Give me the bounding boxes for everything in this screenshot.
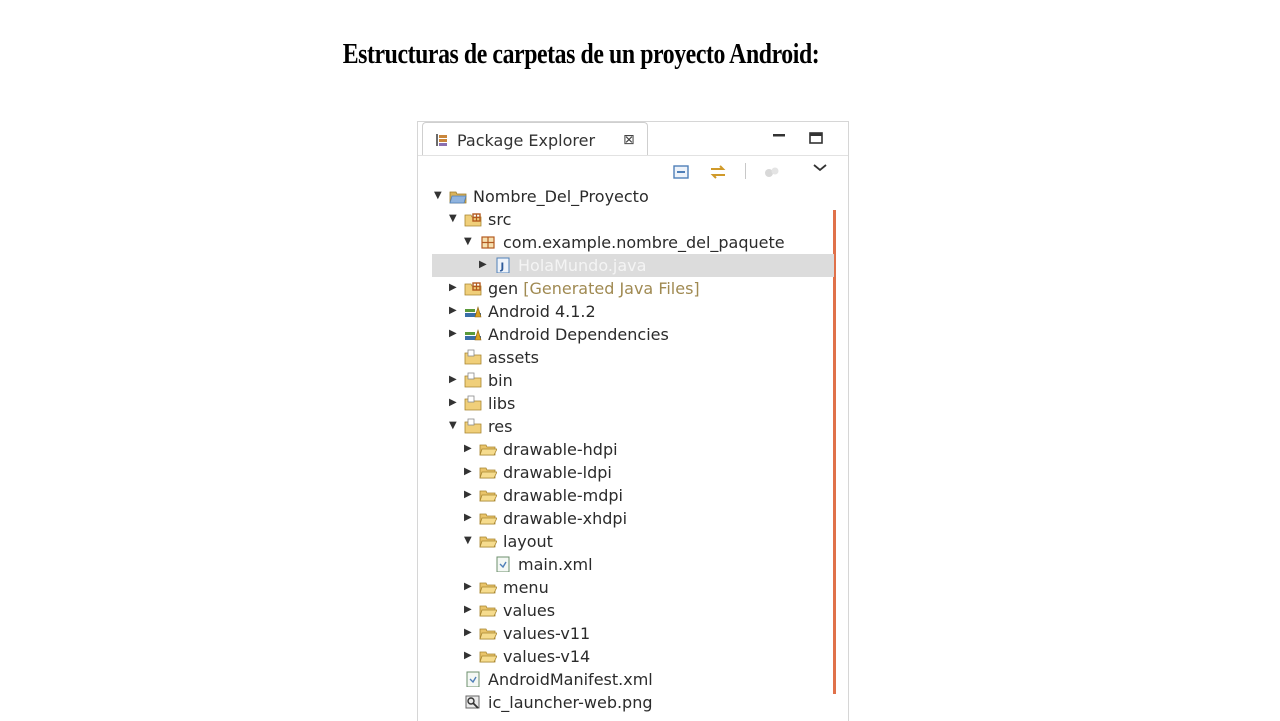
- tree-row[interactable]: [432, 599, 834, 622]
- tree-row[interactable]: [432, 622, 834, 645]
- open-folder-icon: [479, 510, 497, 526]
- toolbar-separator: [745, 163, 746, 179]
- minimize-icon[interactable]: [771, 130, 787, 146]
- tree-row[interactable]: [432, 645, 834, 668]
- tree-row[interactable]: [432, 300, 834, 323]
- focus-on-task-icon[interactable]: [762, 162, 782, 182]
- folder-icon: [464, 418, 482, 434]
- open-folder-icon: [479, 533, 497, 549]
- collapse-arrow-icon[interactable]: ▶: [479, 259, 487, 270]
- collapse-arrow-icon[interactable]: ▶: [464, 466, 472, 477]
- package-explorer-panel: [417, 121, 849, 721]
- collapse-arrow-icon[interactable]: ▶: [464, 489, 472, 500]
- collapse-arrow-icon[interactable]: ▶: [449, 282, 457, 293]
- tree-row[interactable]: [432, 208, 834, 231]
- expand-arrow-icon[interactable]: ▼: [464, 535, 472, 546]
- svg-text:J: J: [500, 261, 505, 273]
- tree-row[interactable]: [432, 576, 834, 599]
- open-folder-icon: [479, 579, 497, 595]
- tree-item-label: drawable-ldpi: [503, 463, 612, 482]
- tree-item-label: values: [503, 601, 556, 620]
- source-folder-icon: [464, 211, 482, 227]
- tree-item-label: Nombre_Del_Proyecto: [473, 187, 649, 206]
- tree-row[interactable]: [432, 323, 834, 346]
- tree-item-label: drawable-hdpi: [503, 440, 618, 459]
- project-folder-icon: [449, 188, 467, 204]
- collapse-arrow-icon[interactable]: ▶: [464, 581, 472, 592]
- image-file-icon: [464, 694, 482, 710]
- tree-item-label: bin: [488, 371, 513, 390]
- tree-item-label: AndroidManifest.xml: [488, 670, 653, 689]
- tree-item-label: libs: [488, 394, 516, 413]
- tree-item-label: HolaMundo.java: [518, 256, 647, 275]
- xml-file-icon: [464, 671, 482, 687]
- tree-row[interactable]: [432, 668, 834, 691]
- tree-item-label: src: [488, 210, 512, 229]
- tree-item-label: gen [Generated Java Files]: [488, 279, 700, 298]
- collapse-arrow-icon[interactable]: ▶: [464, 650, 472, 661]
- tree-item-label: main.xml: [518, 555, 593, 574]
- close-tab-icon[interactable]: ⊠: [623, 132, 635, 148]
- link-with-editor-icon[interactable]: [708, 162, 728, 182]
- open-folder-icon: [479, 625, 497, 641]
- tree-row[interactable]: [432, 438, 834, 461]
- open-folder-icon: [479, 602, 497, 618]
- tree-item-decoration: [Generated Java Files]: [518, 279, 700, 298]
- tree-row[interactable]: [432, 461, 834, 484]
- view-menu-icon[interactable]: [810, 159, 830, 179]
- tree-item-label: res: [488, 417, 513, 436]
- source-folder-icon: [464, 280, 482, 296]
- tree-row[interactable]: [432, 231, 834, 254]
- open-folder-icon: [479, 648, 497, 664]
- package-icon: [479, 234, 497, 250]
- tree-row[interactable]: [432, 346, 834, 369]
- tree-row[interactable]: [432, 530, 834, 553]
- open-folder-icon: [479, 487, 497, 503]
- tree-item-label: values-v14: [503, 647, 591, 666]
- maximize-icon[interactable]: [808, 130, 824, 146]
- tree-item-label: Android Dependencies: [488, 325, 669, 344]
- open-folder-icon: [479, 441, 497, 457]
- folder-icon: [464, 349, 482, 365]
- tree-row[interactable]: [432, 369, 834, 392]
- collapse-arrow-icon[interactable]: ▶: [464, 443, 472, 454]
- tree-item-label: drawable-mdpi: [503, 486, 623, 505]
- tab-package-explorer[interactable]: [422, 122, 648, 156]
- expand-arrow-icon[interactable]: ▼: [464, 236, 472, 247]
- tree-row[interactable]: [432, 415, 834, 438]
- collapse-all-icon[interactable]: [672, 162, 692, 182]
- tree-item-label: Android 4.1.2: [488, 302, 596, 321]
- library-icon: [464, 303, 482, 319]
- tab-bar-divider: [418, 155, 848, 156]
- tree-item-label: menu: [503, 578, 549, 597]
- tree-row[interactable]: [432, 254, 834, 277]
- tree-row[interactable]: [432, 553, 834, 576]
- tree-row[interactable]: [432, 507, 834, 530]
- folder-icon: [464, 372, 482, 388]
- open-folder-icon: [479, 464, 497, 480]
- library-icon: [464, 326, 482, 342]
- tree-row[interactable]: [432, 484, 834, 507]
- collapse-arrow-icon[interactable]: ▶: [449, 328, 457, 339]
- xml-file-icon: [494, 556, 512, 572]
- tree-row[interactable]: [432, 277, 834, 300]
- collapse-arrow-icon[interactable]: ▶: [464, 627, 472, 638]
- collapse-arrow-icon[interactable]: ▶: [464, 604, 472, 615]
- collapse-arrow-icon[interactable]: ▶: [449, 374, 457, 385]
- collapse-arrow-icon[interactable]: ▶: [449, 397, 457, 408]
- tree-item-label: assets: [488, 348, 539, 367]
- tab-label: Package Explorer: [457, 131, 596, 150]
- tree-row[interactable]: [432, 185, 834, 208]
- java-file-icon: [494, 257, 512, 273]
- tree-item-label: com.example.nombre_del_paquete: [503, 233, 785, 252]
- expand-arrow-icon[interactable]: ▼: [434, 190, 442, 201]
- folder-icon: [464, 395, 482, 411]
- tree-item-label: drawable-xhdpi: [503, 509, 628, 528]
- tree-item-label: values-v11: [503, 624, 591, 643]
- expand-arrow-icon[interactable]: ▼: [449, 420, 457, 431]
- slide-title: Estructuras de carpetas de un proyecto Android:: [342, 38, 820, 70]
- collapse-arrow-icon[interactable]: ▶: [449, 305, 457, 316]
- collapse-arrow-icon[interactable]: ▶: [464, 512, 472, 523]
- tree-row[interactable]: [432, 691, 834, 714]
- expand-arrow-icon[interactable]: ▼: [449, 213, 457, 224]
- tree-item-label: layout: [503, 532, 553, 551]
- tree-item-label: ic_launcher-web.png: [488, 693, 653, 712]
- tree-row[interactable]: [432, 392, 834, 415]
- package-explorer-icon: [434, 132, 450, 148]
